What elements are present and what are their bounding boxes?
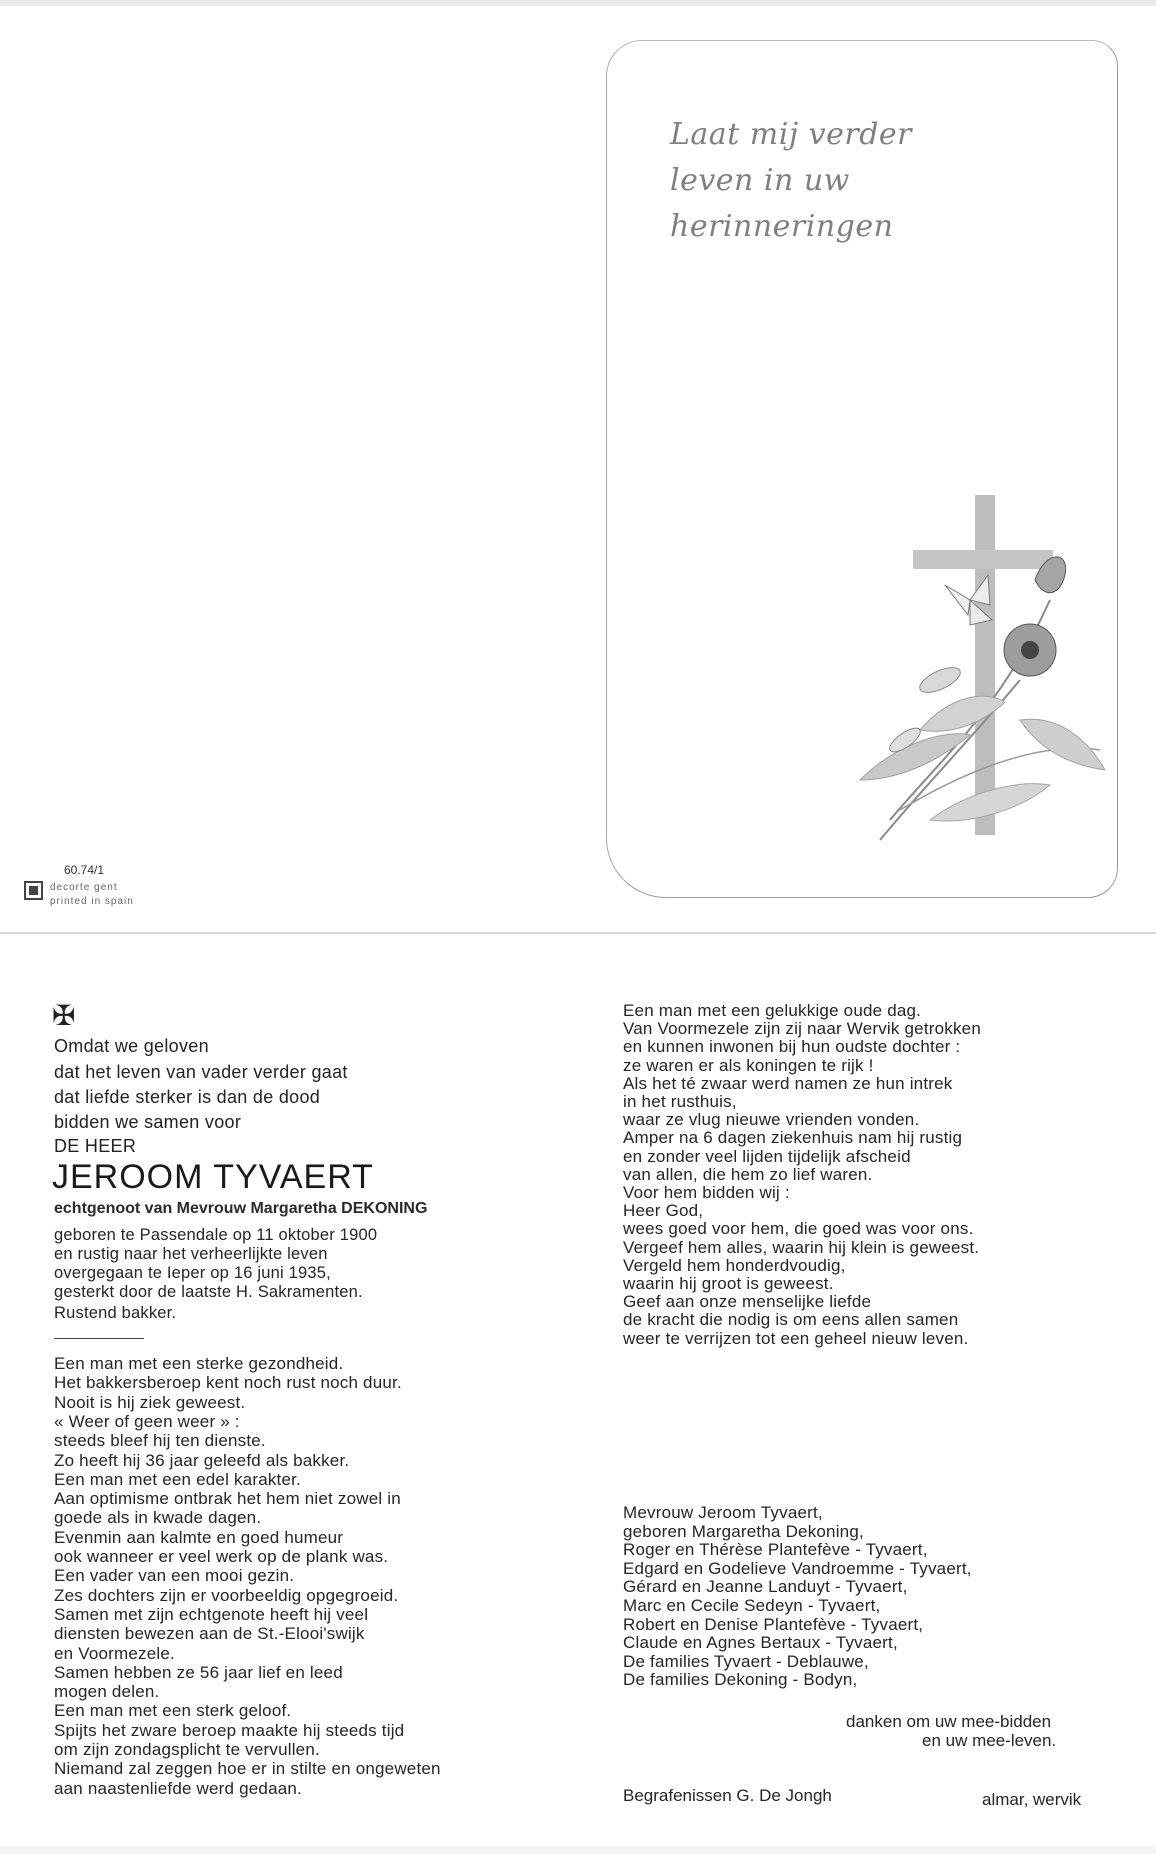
poem-line: om zijn zondagsplicht te vervullen.	[54, 1740, 320, 1759]
poem-line: Zo heeft hij 36 jaar geleefd als bakker.	[54, 1450, 350, 1470]
poem-line: in het rusthuis,	[623, 1092, 737, 1111]
poem-line: Evenmin aan kalmte en goed humeur	[54, 1527, 344, 1547]
top-edge	[0, 0, 1156, 6]
bottom-edge	[0, 1846, 1156, 1854]
intro-line-2: dat het leven van vader verder gaat	[54, 1062, 348, 1082]
poem-line: weer te verrijzen tot een geheel nieuw leven.	[623, 1328, 969, 1348]
poem-line: steeds bleef hij ten dienste.	[54, 1431, 266, 1451]
poem-line: Voor hem bidden wij :	[623, 1183, 790, 1202]
poem-line: goede als in kwade dagen.	[54, 1508, 262, 1528]
spouse-line: echtgenoot van Mevrouw Margaretha DEKONING	[54, 1200, 428, 1217]
family-member: Robert en Denise Plantefève - Tyvaert,	[623, 1614, 924, 1634]
intro-line-3: dat liefde sterker is dan de dood	[54, 1087, 321, 1107]
poem-line: Een man met een gelukkige oude dag.	[623, 1001, 922, 1020]
poem-line: Nooit is hij ziek geweest.	[54, 1392, 246, 1412]
deceased-name: JEROOM TYVAERT	[52, 1158, 374, 1196]
bio-line-3: overgegaan te Ieper op 16 juni 1935,	[54, 1264, 331, 1282]
poem-line: Zes dochters zijn er voorbeeldig opgegroeid.	[54, 1585, 399, 1605]
poem-line: Niemand zal zeggen hoe er in stilte en ongeweten	[54, 1759, 441, 1779]
bio-line-2: en rustig naar het verheerlijkte leven	[54, 1245, 328, 1263]
poem-line: Heer God,	[623, 1201, 704, 1221]
poem-line: Het bakkersberoep kent noch rust noch duur.	[54, 1373, 402, 1393]
poem-line: Een man met een sterk geloof.	[54, 1701, 292, 1721]
poem-line: en Voormezele.	[54, 1643, 175, 1663]
verse-line-1: Laat mij verder	[670, 117, 913, 152]
poem-line: en zonder veel lijden tijdelijk afscheid	[623, 1146, 911, 1166]
poem-line: mogen delen.	[54, 1682, 160, 1702]
poem-line: Geef aan onze menselijke liefde	[623, 1292, 872, 1312]
family-member: Claude en Agnes Bertaux - Tyvaert,	[623, 1633, 898, 1653]
poem-line: Samen met zijn echtgenote heeft hij veel	[54, 1604, 369, 1624]
poem-line: Een man met een sterke gezondheid.	[54, 1354, 344, 1373]
poem-line: en kunnen inwonen bij hun oudste dochter :	[623, 1037, 961, 1057]
front-verse	[670, 112, 912, 250]
intro-line-4: bidden we samen voor	[54, 1112, 242, 1132]
family-member: De families Dekoning - Bodyn,	[623, 1670, 858, 1690]
undertaker-place: almar, wervik	[982, 1790, 1082, 1809]
cross-pattee-icon: ✠	[52, 1000, 76, 1031]
poem-line: ook wanneer er veel werk op de plank was.	[54, 1547, 389, 1566]
poem-line: Een vader van een mooi gezin.	[54, 1566, 295, 1586]
intro-line-1: Omdat we geloven	[54, 1036, 209, 1056]
family-member: Roger en Thérèse Plantefève - Tyvaert,	[623, 1540, 928, 1560]
poem-line: Een man met een edel karakter.	[54, 1469, 301, 1489]
thanks-line-1: danken om uw mee-bidden	[846, 1712, 1052, 1731]
family-member: De families Tyvaert - Deblauwe,	[623, 1651, 869, 1671]
poem-line: Vergeld hem honderdvoudig,	[623, 1255, 846, 1275]
bio-line-1: geboren te Passendale op 11 oktober 1900	[54, 1226, 378, 1244]
poem-line: aan naastenliefde werd gedaan.	[54, 1778, 302, 1798]
family-member: Marc en Cecile Sedeyn - Tyvaert,	[623, 1596, 881, 1615]
poem-line: van allen, die hem zo lief waren.	[623, 1164, 873, 1184]
printer-origin: printed in spain	[50, 896, 134, 907]
section-divider	[54, 1338, 144, 1339]
poem-line: ze waren er als koningen te rijk !	[623, 1055, 874, 1075]
poem-line: Amper na 6 dagen ziekenhuis nam hij rustig	[623, 1128, 963, 1148]
poem-line: Als het té zwaar werd namen ze hun intrek	[623, 1073, 953, 1093]
verse-line-3: herinneringen	[670, 209, 894, 244]
poem-line: Samen hebben ze 56 jaar lief en leed	[54, 1662, 343, 1682]
printer-logo-icon	[24, 881, 43, 900]
cross-with-flowers-illustration	[820, 480, 1110, 850]
family-member: Gérard en Jeanne Landuyt - Tyvaert,	[623, 1577, 908, 1597]
poem-line: waarin hij groot is geweest.	[623, 1274, 834, 1293]
poem-line: Spijts het zware beroep maakte hij steeds tijd	[54, 1720, 405, 1740]
family-member: Mevrouw Jeroom Tyvaert,	[623, 1503, 823, 1522]
poem-line: « Weer of geen weer » :	[54, 1411, 240, 1431]
poem-line: Van Voormezele zijn zij naar Wervik getrokken	[623, 1019, 981, 1039]
undertaker: Begrafenissen G. De Jongh	[623, 1786, 832, 1805]
fold-line	[0, 932, 1156, 934]
poem-line: waar ze vlug nieuwe vrienden vonden.	[623, 1110, 920, 1130]
bio-line-4: gesterkt door de laatste H. Sakramenten.	[54, 1283, 363, 1301]
intro-line-5: DE HEER	[54, 1136, 137, 1156]
printer-name: decorte gent	[50, 882, 118, 893]
poem-line: wees goed voor hem, die goed was voor ons.	[623, 1219, 974, 1239]
poem-line: Aan optimisme ontbrak het hem niet zowel in	[54, 1489, 401, 1509]
family-member: geboren Margaretha Dekoning,	[623, 1521, 864, 1541]
verse-line-2: leven in uw	[670, 163, 850, 198]
thanks-line-2: en uw mee-leven.	[922, 1731, 1057, 1750]
printer-code: 60.74/1	[64, 863, 105, 877]
bio-line-5: Rustend bakker.	[54, 1304, 177, 1322]
poem-line: Vergeef hem alles, waarin hij klein is geweest.	[623, 1237, 980, 1257]
poem-line: diensten bewezen aan de St.-Elooi'swijk	[54, 1624, 365, 1644]
family-member: Edgard en Godelieve Vandroemme - Tyvaert,	[623, 1558, 972, 1578]
poem-line: de kracht die nodig is om eens allen samen	[623, 1310, 959, 1330]
